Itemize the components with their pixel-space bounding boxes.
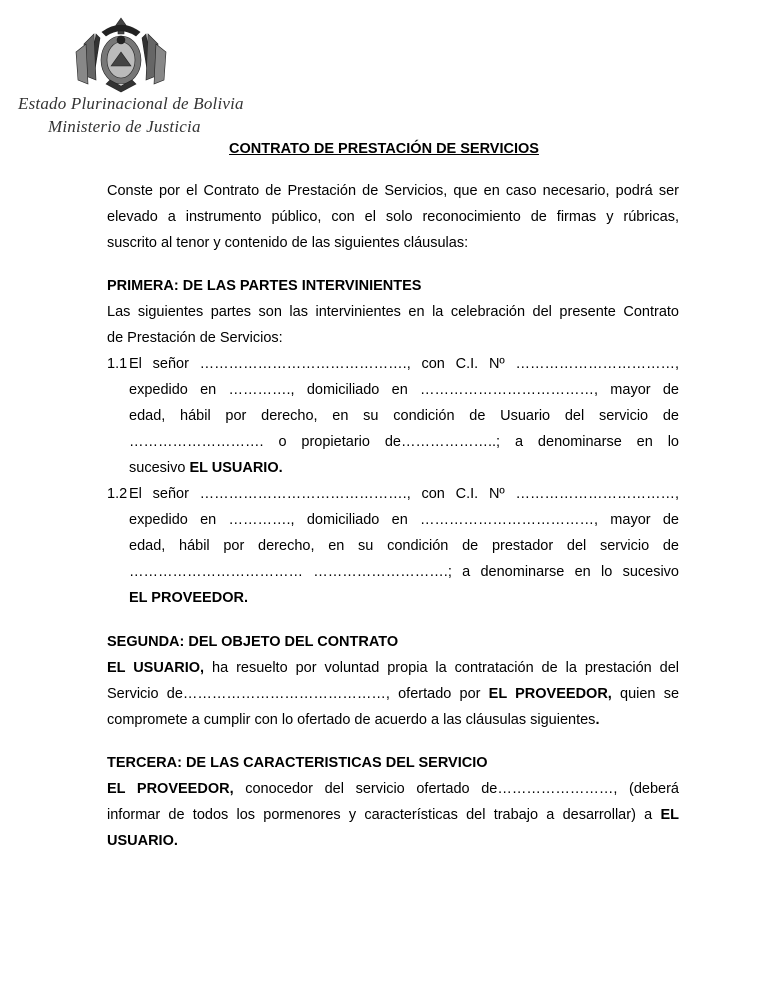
intro-line: Conste por el Contrato de Prestación de Servicios, que en caso necesario, podrá ser bbox=[107, 183, 679, 199]
intro-paragraph bbox=[107, 178, 679, 256]
party-item-2 bbox=[107, 481, 679, 611]
party-item-1 bbox=[107, 351, 679, 481]
clause-line: informar de todos los pormenores y características del trabajo a desarrollar) a EL bbox=[107, 807, 679, 823]
clause-line: EL USUARIO, ha resuelto por voluntad propia la contratación de la prestación del bbox=[107, 660, 679, 676]
ministry-name: Ministerio de Justicia bbox=[48, 117, 201, 136]
intro-line: suscrito al tenor y contenido de las siguientes cláusulas: bbox=[107, 235, 469, 251]
document-title: CONTRATO DE PRESTACIÓN DE SERVICIOS bbox=[229, 141, 539, 157]
item-line: El señor ……………………………………., con C.I. Nº ……………………………, bbox=[129, 356, 679, 372]
clause-line: de Prestación de Servicios: bbox=[107, 330, 283, 346]
clause-heading: PRIMERA: DE LAS PARTES INTERVINIENTES bbox=[107, 278, 422, 294]
intro-line: elevado a instrumento público, con el solo reconocimiento de firmas y rúbricas, bbox=[107, 209, 679, 225]
clause-line: Las siguientes partes son las intervinientes en la celebración del presente Contrato bbox=[107, 304, 679, 320]
clause-line: compromete a cumplir con lo ofertado de acuerdo a las cláusulas siguientes. bbox=[107, 712, 600, 728]
institution-name: Estado Plurinacional de Bolivia bbox=[18, 94, 244, 113]
clause-line: Servicio de……………………………………, ofertado por EL PROVEEDOR, quien se bbox=[107, 686, 679, 702]
item-line: El señor ……………………………………., con C.I. Nº ……………………………, bbox=[129, 486, 679, 502]
item-line: edad, hábil por derecho, en su condición de prestador del servicio de bbox=[129, 538, 679, 554]
clause-primera bbox=[107, 273, 679, 611]
coat-of-arms-icon bbox=[66, 14, 176, 94]
clause-segunda bbox=[107, 629, 679, 733]
institution-logo bbox=[14, 14, 244, 136]
item-line: sucesivo EL USUARIO. bbox=[129, 460, 283, 476]
item-number: 1.1 bbox=[107, 356, 128, 372]
clause-line: EL PROVEEDOR, conocedor del servicio ofertado de……………………, (deberá bbox=[107, 781, 679, 797]
clause-heading: TERCERA: DE LAS CARACTERISTICAS DEL SERVICIO bbox=[107, 755, 488, 771]
item-line: ………………………. o propietario de………………..; a denominarse en lo bbox=[129, 434, 679, 450]
item-line: expedido en …………., domiciliado en ………………………………, mayor de bbox=[129, 512, 679, 528]
clause-line: USUARIO. bbox=[107, 833, 178, 849]
clause-heading: SEGUNDA: DEL OBJETO DEL CONTRATO bbox=[107, 634, 399, 650]
clause-tercera bbox=[107, 750, 679, 854]
item-line: ……………………………… ……………………….; a denominarse en lo sucesivo bbox=[129, 564, 679, 580]
party-provider-label: EL PROVEEDOR. bbox=[129, 590, 248, 606]
item-line: edad, hábil por derecho, en su condición de Usuario del servicio de bbox=[129, 408, 679, 424]
party-user-label: EL USUARIO. bbox=[189, 460, 283, 476]
item-number: 1.2 bbox=[107, 486, 128, 502]
item-line: expedido en …………., domiciliado en ………………………………, mayor de bbox=[129, 382, 679, 398]
